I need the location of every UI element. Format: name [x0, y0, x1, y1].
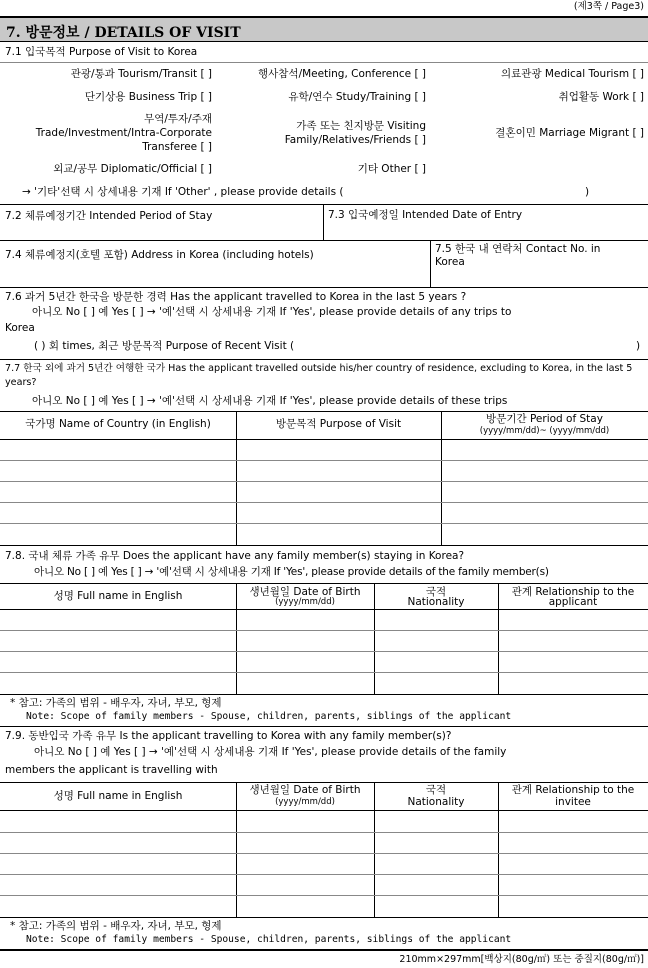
- section-header: [0, 16, 648, 42]
- section-title: 7. 방문정보 / DETAILS OF VISIT: [6, 25, 241, 41]
- family-travel-header-name: 성명 Full name in English: [53, 790, 183, 802]
- purpose-label: 7.1 입국목적 Purpose of Visit to Korea: [5, 46, 198, 58]
- family-travel-header-nat-ko: 국적: [425, 784, 447, 796]
- option-meeting[interactable]: 행사참석/Meeting, Conference [ ]: [258, 68, 426, 80]
- family-korea-header-rel-1: 관계 Relationship to the: [511, 586, 635, 598]
- past-other-options[interactable]: 아니오 No [ ] 예 Yes [ ] → '예'선택 시 상세내용 기재 If 'Yes', please provide details of these trips: [32, 395, 508, 407]
- trips-header-purpose: 방문목적 Purpose of Visit: [275, 418, 402, 430]
- family-travel-label: 7.9. 동반입국 가족 유무 Is the applicant travelling to Korea with any family member(s)?: [5, 730, 452, 742]
- family-travel-note-ko: * 참고: 가족의 범위 - 배우자, 자녀, 부모, 형제: [10, 920, 222, 932]
- family-travel-header-nat-en: Nationality: [407, 796, 465, 808]
- family-travel-note-en: Note: Scope of family members - Spouse, children, parents, siblings of the applicant: [26, 934, 512, 945]
- past-korea-close: ): [636, 340, 641, 352]
- option-family[interactable]: Family/Relatives/Friends [ ]: [284, 134, 426, 146]
- option-marriage[interactable]: 결혼이민 Marriage Migrant [ ]: [495, 127, 644, 139]
- option-business[interactable]: 단기상용 Business Trip [ ]: [84, 91, 212, 103]
- other-details-text: → '기타'선택 시 상세내용 기재 If 'Other' , please provide details (: [22, 186, 344, 198]
- family-korea-header-rel-2: applicant: [548, 596, 598, 608]
- contact-label-line2: Korea: [435, 256, 465, 268]
- address-label[interactable]: 7.4 체류예정지(호텔 포함) Address in Korea (including hotels): [5, 249, 314, 261]
- other-details-close: ): [585, 186, 590, 198]
- option-family-line1: 가족 또는 친지방문 Visiting: [296, 120, 426, 132]
- family-travel-header-rel-2: invitee: [555, 796, 591, 808]
- family-korea-header-nat-ko: 국적: [425, 586, 447, 598]
- past-other-label-cont: years?: [5, 377, 37, 388]
- stay-period-label[interactable]: 7.2 체류예정기간 Intended Period of Stay: [5, 210, 213, 222]
- family-travel-options-cont: members the applicant is travelling with: [5, 764, 218, 776]
- family-korea-header-nat-en: Nationality: [407, 596, 465, 608]
- past-korea-times[interactable]: ( ) 회 times, 최근 방문목적 Purpose of Recent Visit (: [34, 340, 295, 352]
- option-tourism[interactable]: 관광/통과 Tourism/Transit [ ]: [70, 68, 212, 80]
- family-korea-header-dob-format: (yyyy/mm/dd): [275, 597, 335, 607]
- page-label: (제3쪽 / Page3): [573, 1, 644, 12]
- option-medical[interactable]: 의료관광 Medical Tourism [ ]: [501, 68, 644, 80]
- trips-header-period-format: (yyyy/mm/dd)~ (yyyy/mm/dd): [479, 426, 610, 436]
- past-korea-options-cont: Korea: [5, 322, 35, 334]
- family-korea-note-ko: * 참고: 가족의 범위 - 배우자, 자녀, 부모, 형제: [10, 697, 222, 709]
- family-korea-label: 7.8. 국내 체류 가족 유무 Does the applicant have any family member(s) staying in Korea?: [5, 550, 465, 562]
- past-korea-label: 7.6 과거 5년간 한국을 방문한 경력 Has the applicant travelled to Korea in the last 5 years ?: [5, 291, 467, 303]
- trips-header-country: 국가명 Name of Country (in English): [25, 418, 211, 430]
- family-korea-options[interactable]: 아니오 No [ ] 예 Yes [ ] → '예'선택 시 상세내용 기재 If 'Yes', please provide details of the family member(s): [34, 566, 549, 578]
- family-korea-note-en: Note: Scope of family members - Spouse, children, parents, siblings of the applicant: [26, 711, 512, 722]
- family-korea-header-name: 성명 Full name in English: [53, 590, 183, 602]
- family-korea-header-dob: 생년월일 Date of Birth: [249, 586, 361, 598]
- family-travel-header-dob-format: (yyyy/mm/dd): [275, 797, 335, 807]
- family-travel-header-rel-1: 관계 Relationship to the: [511, 784, 635, 796]
- contact-label-line1[interactable]: 7.5 한국 내 연락처 Contact No. in: [435, 243, 601, 255]
- family-travel-options[interactable]: 아니오 No [ ] 예 Yes [ ] → '예'선택 시 상세내용 기재 If 'Yes', please provide details of the family: [34, 746, 507, 758]
- trips-header-period: 방문기간 Period of Stay: [486, 413, 603, 425]
- option-trade-line1: 무역/투자/주재: [144, 113, 212, 125]
- paper-spec-footer: 210mm×297mm[백상지(80g/㎡) 또는 중질지(80g/㎡)]: [399, 954, 644, 965]
- option-other[interactable]: 기타 Other [ ]: [357, 163, 426, 175]
- option-diplomatic[interactable]: 외교/공무 Diplomatic/Official [ ]: [53, 163, 212, 175]
- option-trade-line2: Trade/Investment/Intra-Corporate: [35, 127, 212, 139]
- option-trade[interactable]: Transferee [ ]: [142, 141, 212, 153]
- option-study[interactable]: 유학/연수 Study/Training [ ]: [288, 91, 426, 103]
- past-other-label: 7.7 한국 외에 과거 5년간 여행한 국가 Has the applicant travelled outside his/her country of residence, excluding to Korea, in the last 5: [5, 363, 633, 374]
- past-korea-options[interactable]: 아니오 No [ ] 예 Yes [ ] → '예'선택 시 상세내용 기재 If 'Yes', please provide details of any trips to: [32, 306, 512, 318]
- family-travel-header-dob: 생년월일 Date of Birth: [249, 784, 361, 796]
- entry-date-label[interactable]: 7.3 입국예정일 Intended Date of Entry: [328, 209, 523, 221]
- option-work[interactable]: 취업활동 Work [ ]: [558, 91, 644, 103]
